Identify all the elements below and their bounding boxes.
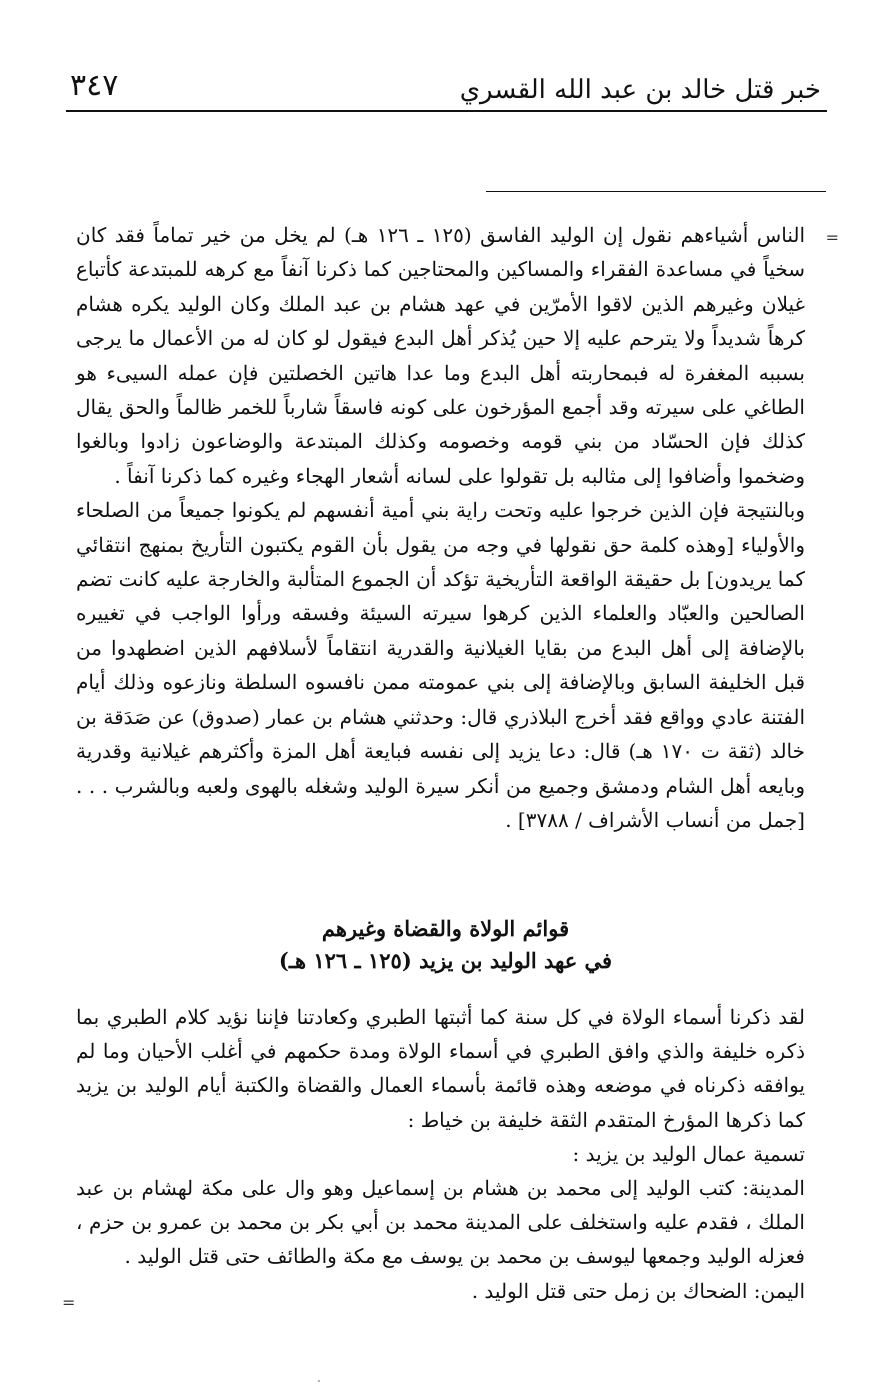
section-heading-line: في عهد الوليد بن يزيد (١٢٥ ـ ١٢٦ هـ) — [278, 948, 613, 973]
section-heading — [70, 913, 821, 977]
continuation-mark-left: = — [62, 1293, 76, 1312]
footnote-block — [76, 218, 805, 837]
main-paragraph: المدينة: كتب الوليد إلى محمد بن هشام بن إسماعيل وهو وال على مكة لهشام بن عبد الملك ، فقدم عليه واستخلف على المدينة محمد بن أبي بكر بن محمد بن عمرو بن حزم ، فعزله الوليد وجمعها ليوسف بن محمد بن يوسف مع مكة والطائف حتى قتل الوليد . — [76, 1176, 805, 1269]
footnote-paragraph: وبالنتيجة فإن الذين خرجوا عليه وتحت راية بني أمية أنفسهم لم يكونوا جميعاً من الصلحاء والأولياء [وهذه كلمة حق نقولها في وجه من يقول بأن القوم يكتبون التأريخ بمنهج انتقائي كما يريدون] بل حقيقة الواقعة التأريخية تؤكد أن الجموع المتألبة والخارجة عليه كانت تضم الصالحين والعبّاد والعلماء الذين كرهوا سيرته السيئة وفسقه ورأوا الواجب في تغييره بالإضافة إلى أهل البدع من بقايا الغيلانية والقدرية انتقاماً لأسلافهم الذين اضطهدوا من قبل الخليفة السابق وبالإضافة إلى بني عمومته ممن نافسوه السلطة ونازعوه وذلك أيام الفتنة عادي وواقع فقد أخرج البلاذري قال: وحدثني هشام بن عمار (صدوق) عن صَدَقة بن خالد (ثقة ت ١٧٠ هـ) قال: دعا يزيد إلى نفسه فبايعة أهل المزة وأكثرهم غيلانية وقدرية وبايعه أهل الشام ودمشق وجميع من أنكر سيرة الوليد وشغله بالهوى ولعبه وبالشرب . . . [جمل من أنساب الأشراف / ٣٧٨٨] . — [75, 498, 805, 832]
section-heading-line: قوائم الولاة والقضاة وغيرهم — [321, 916, 570, 941]
footnote-separator-rule — [486, 191, 826, 192]
page-number: ٣٤٧ — [70, 68, 119, 103]
continuation-mark-right: = — [825, 228, 839, 247]
header-rule — [66, 110, 827, 112]
footnote-paragraph: الناس أشياءهم نقول إن الوليد الفاسق (١٢٥ ـ ١٢٦ هـ) لم يخل من خير تماماً فقد كان سخياً في مساعدة الفقراء والمساكين والمحتاجين كما ذكرنا آنفاً مع كرهه للمبتدعة كأتباع غيلان وغيرهم الذين لاقوا الأمرّين في عهد هشام بن عبد الملك وكان الوليد يكره هشام كرهاً شديداً ولا يترحم عليه إلا حين يُذكر أهل البدع فيقول لو كان له من الأعمال ما يرجى بسببه المغفرة له فبمحاربته أهل البدع وما عدا هاتين الخصلتين فإن عمله السيىء هو الطاغي على سيرته وقد أجمع المؤرخون على كونه فاسقاً شارباً للخمر ظالماً والحق يقال كذلك فإن الحسّاد من بني قومه وخصومه وكذلك المبتدعة والوضاعون زادوا وبالغوا وضخموا وأضافوا إلى مثالبه بل تقولوا على لسانه أشعار الهجاء وغيره كما ذكرنا آنفاً . — [76, 223, 805, 488]
scan-speck — [318, 1380, 320, 1382]
main-paragraph: تسمية عمال الوليد بن يزيد : — [572, 1141, 805, 1166]
main-paragraph: لقد ذكرنا أسماء الولاة في كل سنة كما أثبتها الطبري وكعادتنا فإننا نؤيد كلام الطبري بما ذكره خليفة والذي وافق الطبري في أسماء الولاة ومدة حكمهم في أغلب الأحيان وما لم يوافقه ذكرناه في موضعه وهذه قائمة بأسماء العمال والقضاة والكتبة أيام الوليد بن يزيد كما ذكرها المؤرخ المتقدم الثقة خليفة بن خياط : — [76, 1005, 805, 1132]
running-title: خبر قتل خالد بن عبد الله القسري — [459, 75, 821, 105]
main-text-block — [76, 1000, 805, 1308]
main-paragraph: اليمن: الضحاك بن زمل حتى قتل الوليد . — [471, 1278, 805, 1303]
